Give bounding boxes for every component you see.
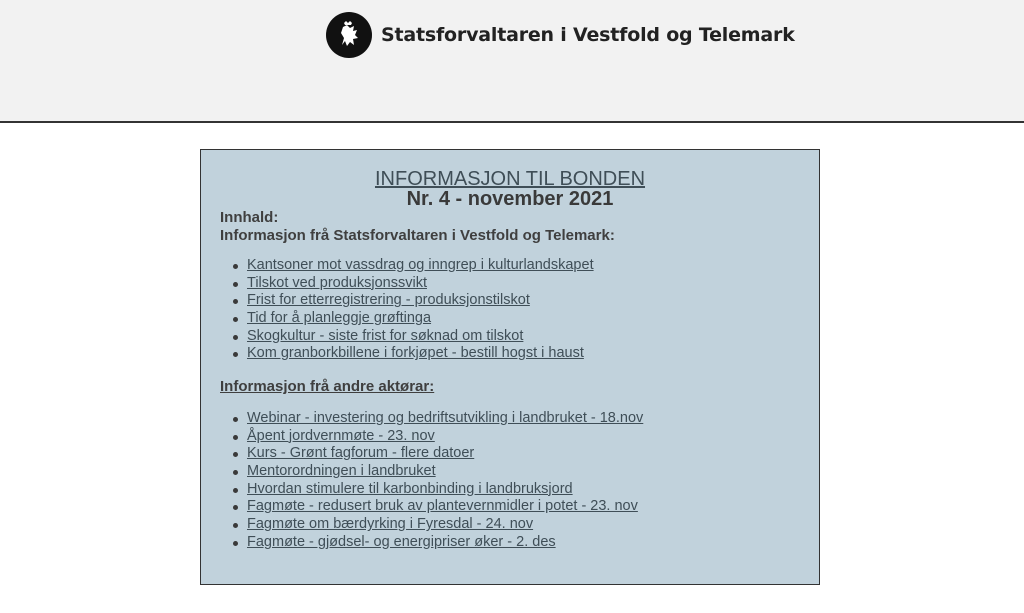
article-link[interactable]: Kurs - Grønt fagforum - flere datoer: [247, 445, 475, 462]
list-item: [247, 481, 643, 499]
list-item: [247, 445, 643, 463]
article-link[interactable]: Fagmøte - redusert bruk av plantevernmidler i potet - 23. nov: [247, 498, 638, 515]
site-header: [0, 0, 1024, 123]
list-item: [247, 428, 643, 446]
list-item: [247, 345, 594, 363]
list-item: [247, 257, 594, 275]
article-link[interactable]: Hvordan stimulere til karbonbinding i landbruksjord: [247, 480, 573, 497]
article-link[interactable]: Webinar - investering og bedriftsutvikling i landbruket - 18.nov: [247, 410, 644, 426]
list-item: [247, 275, 594, 293]
article-link[interactable]: Skogkultur - siste frist for søknad om tilskot: [247, 327, 524, 344]
article-link[interactable]: Frist for etterregistrering - produksjonstilskot: [247, 292, 530, 309]
list-item: [247, 516, 643, 534]
list-item: [247, 328, 594, 346]
newsletter-title-link[interactable]: INFORMASJON TIL BONDEN: [374, 168, 646, 190]
section2-heading[interactable]: Informasjon frå andre aktørar:: [220, 378, 435, 395]
list-item: [247, 463, 643, 481]
list-item: [247, 292, 594, 310]
article-link[interactable]: Tid for å planleggje grøftinga: [247, 310, 432, 327]
list-item: [247, 410, 643, 428]
newsletter-card: [200, 149, 820, 585]
section1-heading: Informasjon frå Statsforvaltaren i Vestfold og Telemark:: [220, 227, 615, 244]
list-item: [247, 310, 594, 328]
article-link[interactable]: Fagmøte om bærdyrking i Fyresdal - 24. nov: [247, 516, 534, 533]
org-name: Statsforvaltaren i Vestfold og Telemark: [381, 24, 795, 46]
article-link[interactable]: Fagmøte - gjødsel- og energipriser øker - 2. des: [247, 533, 556, 550]
newsletter-issue: Nr. 4 - november 2021: [406, 188, 614, 210]
section1-list: [247, 257, 594, 363]
article-link[interactable]: Mentorordningen i landbruket: [247, 463, 436, 480]
article-link[interactable]: Tilskot ved produksjonssvikt: [247, 274, 427, 291]
list-item: [247, 498, 643, 516]
section2-list: [247, 410, 643, 552]
lion-crest-icon: [326, 12, 372, 58]
article-link[interactable]: Kom granborkbillene i forkjøpet - bestill hogst i haust: [247, 345, 584, 362]
article-link[interactable]: Kantsoner mot vassdrag og inngrep i kulturlandskapet: [247, 257, 594, 273]
contents-label: Innhald:: [220, 209, 279, 226]
article-link[interactable]: Åpent jordvernmøte - 23. nov: [247, 427, 435, 444]
list-item: [247, 534, 643, 552]
site-logo[interactable]: [326, 12, 795, 58]
